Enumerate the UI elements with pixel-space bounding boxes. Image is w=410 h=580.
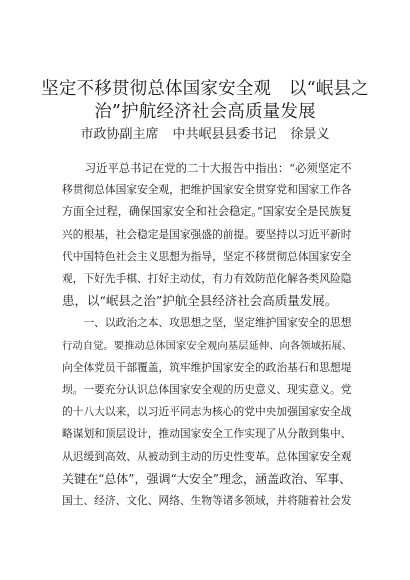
body-line: 观，下好先手棋、打好主动仗，有力有效防范化解各类风险隐 bbox=[62, 272, 352, 285]
document-title-line-2: 治”护航经济社会高质量发展 bbox=[94, 102, 316, 122]
body-line: 坝。一要充分认识总体国家安全观的历史意义、现实意义。党 bbox=[62, 383, 352, 396]
body-line: 代中国特色社会主义思想为指导，坚定不移贯彻总体国家安全 bbox=[62, 249, 352, 263]
body-line: 国土、经济、文化、网络、生物等诸多领域，并将随着社会发 bbox=[62, 494, 352, 507]
body-line: 移贯彻总体国家安全观，把维护国家安全贯穿党和国家工作各 bbox=[62, 183, 352, 197]
body-line: 患，以“岷县之治”护航全县经济社会高质量发展。 bbox=[62, 293, 338, 309]
body-line: 一、以政治之本、攻思想之坚，坚定维护国家安全的思想 bbox=[62, 316, 352, 330]
body-line: 向全体党员干部覆盖，筑牢维护国家安全的政治基石和思想堤 bbox=[62, 360, 352, 374]
body-line: 习近平总书记在党的二十大报告中指出：“必须坚定不 bbox=[62, 161, 352, 175]
byline-org: 市政协副主席 bbox=[80, 127, 159, 142]
body-line: 从迟缓到高效、从被动到主动的历史性变革。总体国家安全观 bbox=[62, 449, 352, 463]
body-line: 方面全过程，确保国家安全和社会稳定。”国家安全是民族复 bbox=[62, 205, 352, 219]
byline-position: 中共岷县县委书记 bbox=[172, 127, 277, 142]
body-line: 行动自觉。要推动总体国家安全观向基层延伸、向各领域拓展、 bbox=[62, 339, 353, 352]
byline-author: 徐景义 bbox=[290, 127, 330, 142]
body-line: 兴的根基，社会稳定是国家强盛的前提。要坚持以习近平新时 bbox=[62, 227, 352, 241]
byline bbox=[40, 126, 370, 144]
document-title-line-1: 坚定不移贯彻总体国家安全观 以“岷县之 bbox=[41, 79, 369, 99]
body-line: 关键在“总体”，强调“大安全”理念，涵盖政治、军事、 bbox=[62, 471, 352, 486]
body-line: 的十八大以来，以习近平同志为核心的党中央加强国家安全战 bbox=[62, 405, 352, 419]
body-line: 略谋划和顶层设计，推动国家安全工作实现了从分散到集中、 bbox=[62, 427, 352, 441]
